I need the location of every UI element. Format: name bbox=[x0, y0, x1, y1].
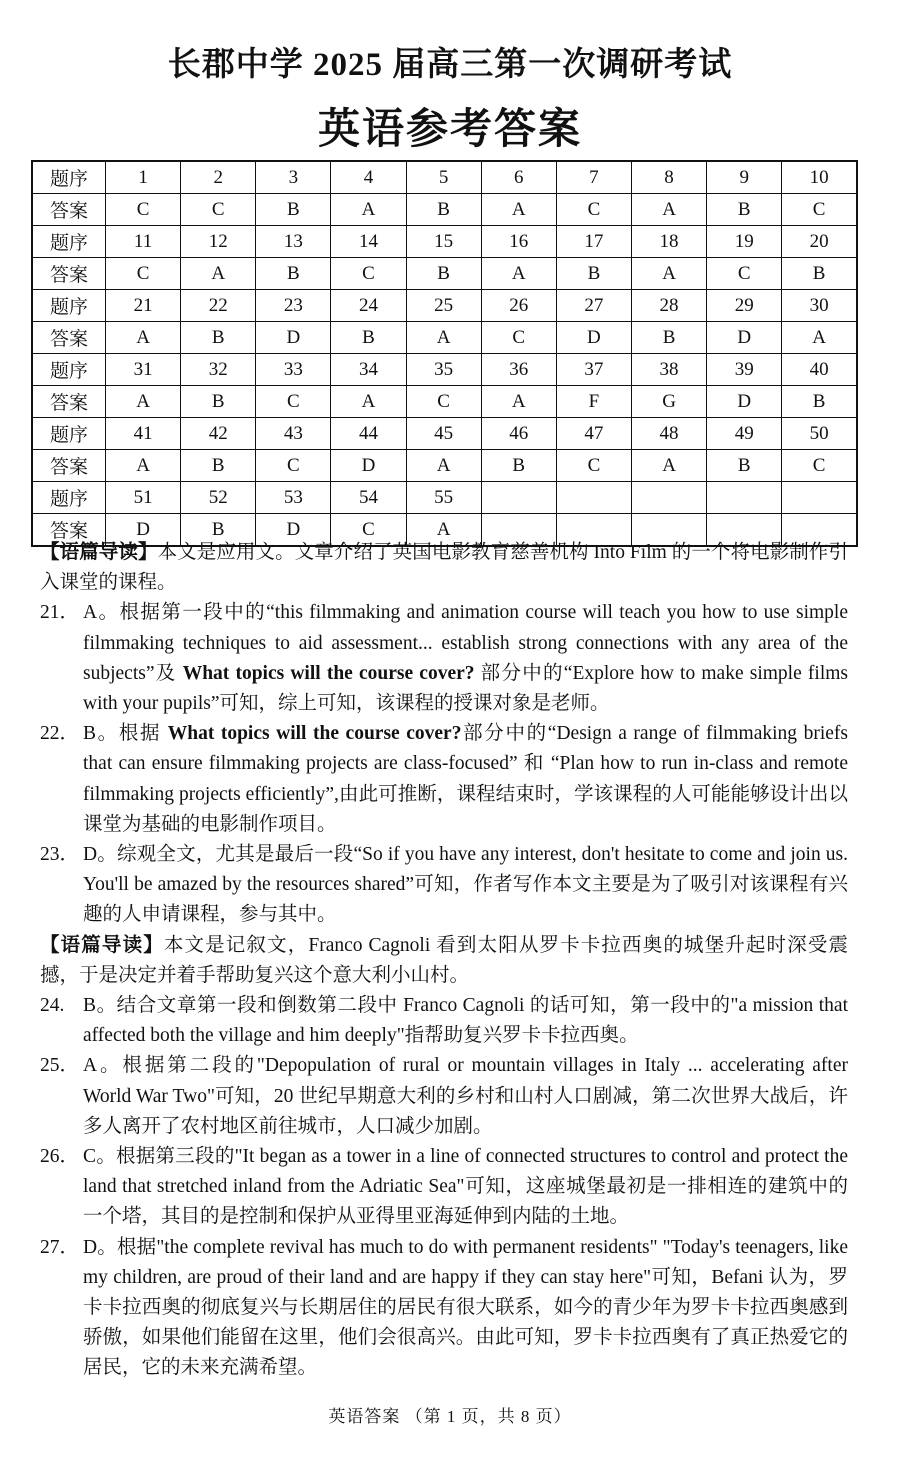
answer-cell: A bbox=[106, 322, 181, 354]
answer-cell: B bbox=[707, 450, 782, 482]
answer-cell: A bbox=[631, 258, 706, 290]
question-number-cell: 38 bbox=[631, 354, 706, 386]
question-number-cell: 39 bbox=[707, 354, 782, 386]
passage-guide-heading: 【语篇导读】 bbox=[40, 542, 158, 563]
answer-explanation bbox=[40, 840, 848, 931]
answer-cell: D bbox=[331, 450, 406, 482]
question-number-cell: 6 bbox=[481, 161, 556, 194]
answer-cell: B bbox=[181, 450, 256, 482]
question-number-cell: 51 bbox=[106, 482, 181, 514]
answer-cell: B bbox=[181, 386, 256, 418]
answer-cell: C bbox=[556, 194, 631, 226]
row-label: 答案 bbox=[32, 450, 106, 482]
answer-cell: C bbox=[256, 386, 331, 418]
question-number-cell bbox=[556, 482, 631, 514]
answer-cell: D bbox=[256, 514, 331, 547]
question-number-cell: 35 bbox=[406, 354, 481, 386]
passage-guide-text: 本文是记叙文，Franco Cagnoli 看到太阳从罗卡卡拉西奥的城堡升起时深受震撼，于是决定并着手帮助复兴这个意大利小山村。 bbox=[40, 934, 848, 986]
answer-cell: A bbox=[106, 386, 181, 418]
question-number: 25． bbox=[40, 1055, 80, 1077]
question-number-cell bbox=[782, 482, 857, 514]
answer-cell: C bbox=[406, 386, 481, 418]
answer-cell: C bbox=[782, 450, 857, 482]
row-label: 题序 bbox=[32, 482, 106, 514]
answer-cell: D bbox=[556, 322, 631, 354]
answer-explanation bbox=[40, 719, 848, 840]
question-number: 21． bbox=[40, 602, 80, 624]
question-number-cell: 16 bbox=[481, 226, 556, 258]
question-number-cell: 22 bbox=[181, 290, 256, 322]
question-number-cell: 8 bbox=[631, 161, 706, 194]
question-number-cell: 19 bbox=[707, 226, 782, 258]
explanation-text: 部分中的“Explore how to make simple films with your pupils”可知，综上可知，该课程的授课对象是老师。 bbox=[83, 662, 848, 715]
passage-guide-text: 本文是应用文。文章介绍了英国电影教育慈善机构 Into Film 的一个将电影制作引入课堂的课程。 bbox=[40, 542, 848, 594]
question-number-row bbox=[32, 482, 857, 514]
explanation-text: A。根据第一段中的“this filmmaking and animation course will teach you how to use simple filmmaking techniques to aid assessment... establish strong connections with any area of the subjects”及 bbox=[83, 602, 848, 684]
question-number-row bbox=[32, 290, 857, 322]
question-number-cell: 42 bbox=[181, 418, 256, 450]
answer-cell: A bbox=[481, 258, 556, 290]
question-number-cell: 54 bbox=[331, 482, 406, 514]
answer-cell: A bbox=[331, 386, 406, 418]
question-number-cell: 40 bbox=[782, 354, 857, 386]
explanation-text: B。根据 bbox=[83, 723, 168, 745]
question-number-cell: 14 bbox=[331, 226, 406, 258]
question-number: 27． bbox=[40, 1236, 80, 1258]
row-label: 题序 bbox=[32, 226, 106, 258]
answer-cell: C bbox=[256, 450, 331, 482]
answer-cell: C bbox=[481, 322, 556, 354]
question-number-cell: 17 bbox=[556, 226, 631, 258]
answer-cell: B bbox=[782, 386, 857, 418]
question-number-cell: 9 bbox=[707, 161, 782, 194]
question-number-cell: 48 bbox=[631, 418, 706, 450]
answer-cell: B bbox=[331, 322, 406, 354]
question-number-cell: 2 bbox=[181, 161, 256, 194]
answer-cell: C bbox=[106, 258, 181, 290]
question-number: 26． bbox=[40, 1146, 80, 1168]
row-label: 答案 bbox=[32, 514, 106, 547]
question-number-cell: 49 bbox=[707, 418, 782, 450]
question-number-cell: 30 bbox=[782, 290, 857, 322]
question-number-cell: 34 bbox=[331, 354, 406, 386]
question-number-cell: 24 bbox=[331, 290, 406, 322]
answer-key-table bbox=[31, 160, 858, 547]
question-number-cell: 3 bbox=[256, 161, 331, 194]
answer-explanation bbox=[40, 598, 848, 719]
explanation-text: C。根据第三段的"It began as a tower in a line of connected structures to control and protect the land that stretched inland from the Adriatic Sea"可知，这座城堡最初是一排相连的建筑中的一个塔，其目的是控制和保护从亚得里亚海延伸到内陆的土地。 bbox=[83, 1146, 848, 1228]
row-label: 题序 bbox=[32, 354, 106, 386]
answer-cell: D bbox=[707, 322, 782, 354]
question-number-cell: 46 bbox=[481, 418, 556, 450]
answer-cell: G bbox=[631, 386, 706, 418]
row-label: 答案 bbox=[32, 258, 106, 290]
passage-guide-heading: 【语篇导读】 bbox=[40, 934, 164, 956]
question-number-cell: 41 bbox=[106, 418, 181, 450]
question-number-cell: 28 bbox=[631, 290, 706, 322]
answer-cell: B bbox=[256, 194, 331, 226]
answer-cell: B bbox=[481, 450, 556, 482]
answer-cell: B bbox=[256, 258, 331, 290]
answer-cell: A bbox=[782, 322, 857, 354]
question-number-row bbox=[32, 418, 857, 450]
answer-cell: A bbox=[631, 450, 706, 482]
question-number-cell: 11 bbox=[106, 226, 181, 258]
question-number-cell: 50 bbox=[782, 418, 857, 450]
exam-title: 长郡中学 2025 届高三第一次调研考试 bbox=[167, 47, 733, 83]
answer-explanation bbox=[40, 991, 848, 1051]
answer-cell: B bbox=[782, 258, 857, 290]
question-number-cell: 10 bbox=[782, 161, 857, 194]
question-number-cell: 43 bbox=[256, 418, 331, 450]
answer-cell: B bbox=[556, 258, 631, 290]
answer-cell: A bbox=[481, 194, 556, 226]
explanation-text: A。根据第二段的"Depopulation of rural or mountain villages in Italy ... accelerating after World War Two"可知，20 世纪早期意大利的乡村和山村人口剧减，第二次世界大战后，许多人离开了农村地区前往城市，人口减少加剧。 bbox=[83, 1055, 848, 1137]
answer-explanation bbox=[40, 1051, 848, 1142]
answer-row bbox=[32, 322, 857, 354]
question-number-cell: 21 bbox=[106, 290, 181, 322]
answer-cell: B bbox=[181, 322, 256, 354]
answer-cell: A bbox=[106, 450, 181, 482]
answer-cell: A bbox=[481, 386, 556, 418]
answer-cell: D bbox=[256, 322, 331, 354]
question-number-cell: 26 bbox=[481, 290, 556, 322]
answer-cell: B bbox=[707, 194, 782, 226]
page-footer: 英语答案 （第 1 页，共 8 页） bbox=[328, 1407, 572, 1426]
question-number-cell: 55 bbox=[406, 482, 481, 514]
question-number-cell: 29 bbox=[707, 290, 782, 322]
answer-cell: A bbox=[331, 194, 406, 226]
question-number-cell: 1 bbox=[106, 161, 181, 194]
question-number: 22． bbox=[40, 723, 80, 745]
question-number-cell: 27 bbox=[556, 290, 631, 322]
answer-cell: A bbox=[406, 322, 481, 354]
question-number-cell bbox=[707, 482, 782, 514]
answer-row bbox=[32, 386, 857, 418]
row-label: 题序 bbox=[32, 161, 106, 194]
answer-cell: A bbox=[631, 194, 706, 226]
question-number-cell bbox=[481, 482, 556, 514]
row-label: 题序 bbox=[32, 418, 106, 450]
question-number-cell: 13 bbox=[256, 226, 331, 258]
question-number-cell: 4 bbox=[331, 161, 406, 194]
answer-explanation bbox=[40, 1233, 848, 1384]
answer-row bbox=[32, 450, 857, 482]
question-number-cell: 20 bbox=[782, 226, 857, 258]
answer-row bbox=[32, 194, 857, 226]
question-number-cell: 45 bbox=[406, 418, 481, 450]
answer-cell: C bbox=[331, 258, 406, 290]
section-heading-reference: What topics will the course cover? bbox=[182, 662, 475, 684]
answer-cell: C bbox=[556, 450, 631, 482]
answer-cell: A bbox=[406, 450, 481, 482]
question-number-cell: 33 bbox=[256, 354, 331, 386]
explanation-text: 部分中的“Design a range of filmmaking briefs that can ensure filmmaking projects are class-focused” 和 “Plan how to run in-class and remote filmmaking projects efficiently”,由此可推断，课程结束时，学该课程的人可能能够设计出以课堂为基础的电影制作项目。 bbox=[83, 723, 848, 835]
answer-cell: F bbox=[556, 386, 631, 418]
answer-cell: C bbox=[331, 514, 406, 547]
question-number-cell: 7 bbox=[556, 161, 631, 194]
question-number-cell: 32 bbox=[181, 354, 256, 386]
question-number-cell bbox=[631, 482, 706, 514]
question-number-cell: 37 bbox=[556, 354, 631, 386]
question-number-cell: 53 bbox=[256, 482, 331, 514]
question-number-row bbox=[32, 354, 857, 386]
answer-cell: B bbox=[406, 258, 481, 290]
answer-cell: B bbox=[631, 322, 706, 354]
answer-cell: C bbox=[106, 194, 181, 226]
answer-cell: D bbox=[707, 386, 782, 418]
answer-row bbox=[32, 258, 857, 290]
answer-cell: B bbox=[181, 514, 256, 547]
answer-explanation bbox=[40, 1142, 848, 1233]
row-label: 答案 bbox=[32, 194, 106, 226]
row-label: 答案 bbox=[32, 386, 106, 418]
section-heading-reference: What topics will the course cover? bbox=[167, 723, 462, 745]
question-number-cell: 52 bbox=[181, 482, 256, 514]
question-number-cell: 36 bbox=[481, 354, 556, 386]
answer-cell: C bbox=[782, 194, 857, 226]
explanation-text: D。根据"the complete revival has much to do with permanent residents" "Today's teenagers, like my children, are proud of their land and are happy if they can stay here"可知，Befani 认为，罗卡卡拉西奥的彻底复兴与长期居住的居民有很大联系，如今的青少年为罗卡卡拉西奥感到骄傲，如果他们能留在这里，他们会很高兴。由此可知，罗卡卡拉西奥有了真正热爱它的居民，它的未来充满希望。 bbox=[83, 1236, 848, 1379]
question-number-cell: 25 bbox=[406, 290, 481, 322]
document-title: 英语参考答案 bbox=[317, 107, 582, 153]
question-number-row bbox=[32, 226, 857, 258]
answer-cell: D bbox=[106, 514, 181, 547]
question-number-cell: 12 bbox=[181, 226, 256, 258]
question-number-cell: 15 bbox=[406, 226, 481, 258]
question-number-cell: 18 bbox=[631, 226, 706, 258]
answer-cell: C bbox=[707, 258, 782, 290]
question-number-cell: 47 bbox=[556, 418, 631, 450]
passage-guide bbox=[40, 538, 848, 598]
row-label: 题序 bbox=[32, 290, 106, 322]
question-number-cell: 23 bbox=[256, 290, 331, 322]
explanation-text: D。综观全文，尤其是最后一段“So if you have any interest, don't hesitate to come and join us. You'll be amazed by the resources shared”可知，作者写作本文主要是为了吸引对该课程有兴趣的人申请课程，参与其中。 bbox=[83, 844, 848, 926]
answer-cell: A bbox=[406, 514, 481, 547]
passage-guide bbox=[40, 931, 848, 991]
answer-cell: C bbox=[181, 194, 256, 226]
question-number-cell: 5 bbox=[406, 161, 481, 194]
explanations bbox=[40, 538, 848, 1384]
row-label: 答案 bbox=[32, 322, 106, 354]
question-number-cell: 44 bbox=[331, 418, 406, 450]
question-number-cell: 31 bbox=[106, 354, 181, 386]
explanation-text: B。结合文章第一段和倒数第二段中 Franco Cagnoli 的话可知，第一段中的"a mission that affected both the village and him deeply"指帮助复兴罗卡卡拉西奥。 bbox=[83, 995, 848, 1047]
question-number: 24. bbox=[40, 995, 65, 1017]
question-number: 23． bbox=[40, 844, 80, 866]
answer-cell: A bbox=[181, 258, 256, 290]
question-number-row bbox=[32, 161, 857, 194]
answer-cell: B bbox=[406, 194, 481, 226]
